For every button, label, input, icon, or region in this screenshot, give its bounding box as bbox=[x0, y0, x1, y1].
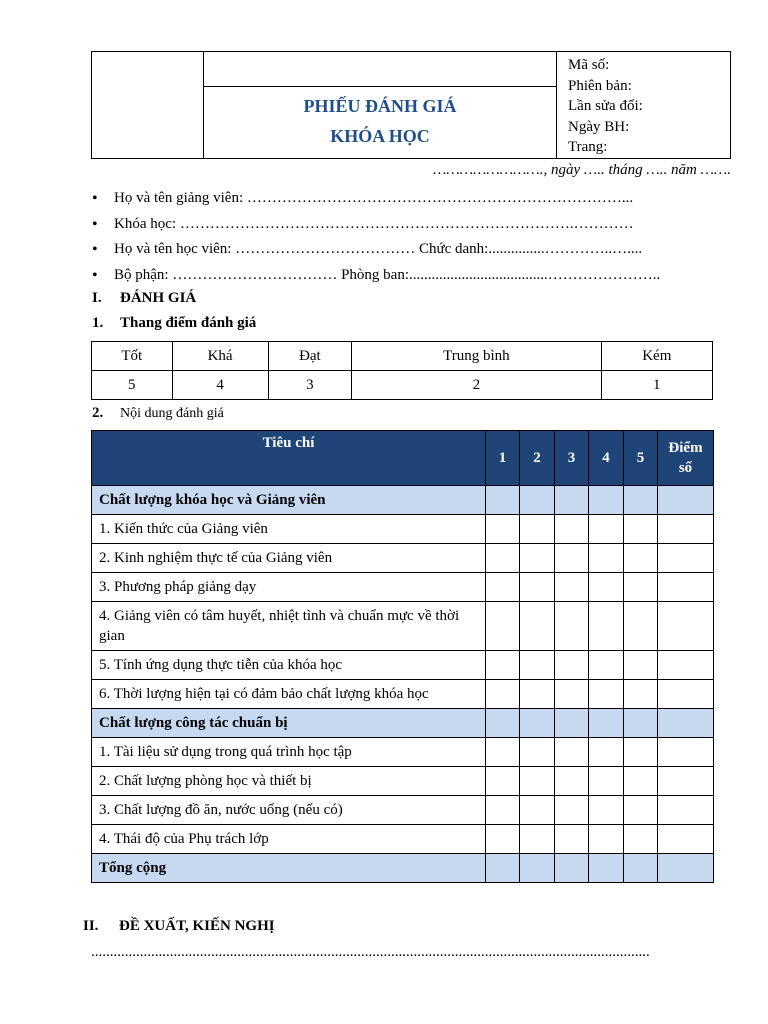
total-cell[interactable] bbox=[486, 854, 520, 883]
score-cell[interactable] bbox=[520, 573, 555, 602]
score-column-header: 3 bbox=[555, 431, 589, 486]
score-column-header: 1 bbox=[486, 431, 520, 486]
field-department[interactable]: • Bộ phận: …………………………… Phòng ban:.....................................………………….. bbox=[92, 263, 722, 289]
group-row bbox=[92, 709, 714, 738]
score-cell[interactable] bbox=[520, 602, 555, 651]
score-cell[interactable] bbox=[486, 738, 520, 767]
scale-value: 1 bbox=[601, 371, 712, 400]
score-cell[interactable] bbox=[520, 515, 555, 544]
points-cell[interactable] bbox=[658, 738, 714, 767]
scale-label: Tốt bbox=[92, 342, 173, 371]
score-column-header: 5 bbox=[624, 431, 658, 486]
points-cell[interactable] bbox=[658, 651, 714, 680]
table-row bbox=[92, 796, 714, 825]
score-cell[interactable] bbox=[555, 573, 589, 602]
score-cell[interactable] bbox=[555, 515, 589, 544]
total-points-cell[interactable] bbox=[658, 854, 714, 883]
scale-values-row bbox=[92, 371, 713, 400]
score-cell[interactable] bbox=[624, 738, 658, 767]
scale-label: Kém bbox=[601, 342, 712, 371]
group-cell bbox=[658, 709, 714, 738]
points-cell[interactable] bbox=[658, 602, 714, 651]
score-cell[interactable] bbox=[555, 602, 589, 651]
meta-page: Trang: bbox=[568, 139, 608, 155]
criterion-label: 2. Chất lượng phòng học và thiết bị bbox=[92, 767, 486, 796]
group-cell bbox=[589, 486, 624, 515]
meta-code: Mã số: bbox=[568, 57, 610, 73]
scale-label: Trung bình bbox=[352, 342, 601, 371]
score-cell[interactable] bbox=[624, 767, 658, 796]
points-cell[interactable] bbox=[658, 767, 714, 796]
table-row bbox=[92, 602, 714, 651]
points-header-line-2: số bbox=[678, 460, 693, 476]
criterion-label: 1. Kiến thức của Giảng viên bbox=[92, 515, 486, 544]
score-cell[interactable] bbox=[520, 767, 555, 796]
score-cell[interactable] bbox=[589, 544, 624, 573]
group-cell bbox=[520, 709, 555, 738]
score-cell[interactable] bbox=[589, 767, 624, 796]
score-cell[interactable] bbox=[624, 544, 658, 573]
points-cell[interactable] bbox=[658, 515, 714, 544]
group-cell bbox=[624, 486, 658, 515]
score-cell[interactable] bbox=[589, 825, 624, 854]
scale-label: Khá bbox=[172, 342, 268, 371]
table-row bbox=[92, 767, 714, 796]
subsection-2-heading bbox=[92, 405, 224, 422]
score-cell[interactable] bbox=[520, 544, 555, 573]
total-cell[interactable] bbox=[589, 854, 624, 883]
scale-value: 3 bbox=[268, 371, 352, 400]
subsection-2-number: 2. bbox=[92, 405, 104, 421]
subsection-1-heading bbox=[92, 315, 256, 332]
group-cell bbox=[555, 486, 589, 515]
score-cell[interactable] bbox=[624, 515, 658, 544]
score-cell[interactable] bbox=[589, 573, 624, 602]
score-cell[interactable] bbox=[555, 796, 589, 825]
score-column-header: 4 bbox=[589, 431, 624, 486]
group-cell bbox=[658, 486, 714, 515]
score-cell[interactable] bbox=[486, 680, 520, 709]
meta-version: Phiên bản: bbox=[568, 77, 632, 94]
scale-labels-row bbox=[92, 342, 713, 371]
score-cell[interactable] bbox=[486, 602, 520, 651]
header-top-cell bbox=[204, 52, 557, 87]
table-row bbox=[92, 573, 714, 602]
points-cell[interactable] bbox=[658, 680, 714, 709]
score-cell[interactable] bbox=[486, 651, 520, 680]
section-1-title: ĐÁNH GIÁ bbox=[120, 290, 197, 306]
score-cell[interactable] bbox=[624, 573, 658, 602]
score-cell[interactable] bbox=[624, 796, 658, 825]
score-column-header: 2 bbox=[520, 431, 555, 486]
table-row bbox=[92, 544, 714, 573]
score-cell[interactable] bbox=[624, 825, 658, 854]
total-cell[interactable] bbox=[520, 854, 555, 883]
criterion-label: 6. Thời lượng hiện tại có đảm bảo chất lượng khóa học bbox=[92, 680, 486, 709]
criterion-label: 3. Chất lượng đồ ăn, nước uống (nếu có) bbox=[92, 796, 486, 825]
section-2-heading bbox=[83, 918, 275, 935]
table-row bbox=[92, 738, 714, 767]
score-cell[interactable] bbox=[589, 738, 624, 767]
group-title: Chất lượng công tác chuẩn bị bbox=[92, 709, 486, 738]
score-cell[interactable] bbox=[486, 573, 520, 602]
score-cell[interactable] bbox=[555, 651, 589, 680]
section-2-title: ĐỀ XUẤT, KIẾN NGHỊ bbox=[119, 918, 275, 934]
score-cell[interactable] bbox=[555, 825, 589, 854]
rating-scale-table bbox=[91, 341, 713, 400]
meta-revision: Lần sửa đổi: bbox=[568, 98, 643, 114]
points-column-header bbox=[658, 431, 714, 486]
total-row bbox=[92, 854, 714, 883]
score-cell[interactable] bbox=[624, 651, 658, 680]
criterion-label: 5. Tính ứng dụng thực tiễn của khóa học bbox=[92, 651, 486, 680]
total-label: Tổng cộng bbox=[92, 854, 486, 883]
scale-value: 2 bbox=[352, 371, 601, 400]
scale-value: 5 bbox=[92, 371, 173, 400]
title-line-2: KHÓA HỌC bbox=[330, 126, 430, 146]
total-cell[interactable] bbox=[555, 854, 589, 883]
score-cell[interactable] bbox=[520, 825, 555, 854]
criterion-label: 2. Kinh nghiệm thực tế của Giảng viên bbox=[92, 544, 486, 573]
subsection-1-number: 1. bbox=[92, 315, 104, 331]
score-cell[interactable] bbox=[555, 680, 589, 709]
points-cell[interactable] bbox=[658, 544, 714, 573]
table-row bbox=[92, 825, 714, 854]
points-cell[interactable] bbox=[658, 796, 714, 825]
score-cell[interactable] bbox=[589, 680, 624, 709]
suggestion-input-line[interactable]: ..................................................................................................................................................... bbox=[91, 944, 650, 960]
table-row bbox=[92, 680, 714, 709]
group-cell bbox=[589, 709, 624, 738]
criterion-label: 4. Thái độ của Phụ trách lớp bbox=[92, 825, 486, 854]
form-header bbox=[91, 51, 731, 159]
form-title bbox=[204, 87, 557, 159]
total-cell[interactable] bbox=[624, 854, 658, 883]
table-row bbox=[92, 651, 714, 680]
section-1-number: I. bbox=[92, 290, 102, 306]
scale-value: 4 bbox=[172, 371, 268, 400]
points-cell[interactable] bbox=[658, 825, 714, 854]
scale-label: Đạt bbox=[268, 342, 352, 371]
group-cell bbox=[486, 709, 520, 738]
field-lecturer-name[interactable]: • Họ và tên giảng viên: …………………………………………………………………... bbox=[92, 186, 722, 212]
score-cell[interactable] bbox=[486, 515, 520, 544]
evaluation-header-row bbox=[92, 431, 714, 486]
field-course[interactable]: • Khóa học: …………………………………………………………………….………… bbox=[92, 212, 722, 238]
score-cell[interactable] bbox=[486, 544, 520, 573]
title-line-1: PHIẾU ĐÁNH GIÁ bbox=[303, 96, 457, 116]
subsection-2-title: Nội dung đánh giá bbox=[120, 406, 224, 421]
date-line[interactable]: ……………………., ngày ….. tháng ….. năm ……. bbox=[433, 162, 731, 178]
score-cell[interactable] bbox=[520, 796, 555, 825]
points-header-line-1: Điểm bbox=[668, 440, 703, 456]
score-cell[interactable] bbox=[589, 515, 624, 544]
score-cell[interactable] bbox=[589, 796, 624, 825]
evaluation-table bbox=[91, 430, 714, 883]
group-cell bbox=[520, 486, 555, 515]
section-2-number: II. bbox=[83, 918, 99, 934]
form-meta bbox=[557, 52, 731, 159]
score-cell[interactable] bbox=[624, 680, 658, 709]
criterion-label: 4. Giảng viên có tâm huyết, nhiệt tình và chuẩn mực về thời gian bbox=[92, 602, 486, 651]
score-cell[interactable] bbox=[520, 651, 555, 680]
subsection-1-title: Thang điểm đánh giá bbox=[120, 315, 257, 331]
score-cell[interactable] bbox=[486, 796, 520, 825]
points-cell[interactable] bbox=[658, 573, 714, 602]
group-cell bbox=[624, 709, 658, 738]
info-fields bbox=[92, 186, 722, 288]
criteria-column-header: Tiêu chí bbox=[92, 431, 486, 486]
criterion-label: 3. Phương pháp giảng dạy bbox=[92, 573, 486, 602]
score-cell[interactable] bbox=[486, 825, 520, 854]
score-cell[interactable] bbox=[555, 767, 589, 796]
group-row bbox=[92, 486, 714, 515]
table-row bbox=[92, 515, 714, 544]
score-cell[interactable] bbox=[520, 738, 555, 767]
score-cell[interactable] bbox=[589, 651, 624, 680]
group-cell bbox=[555, 709, 589, 738]
logo-cell bbox=[92, 52, 204, 159]
score-cell[interactable] bbox=[555, 738, 589, 767]
score-cell[interactable] bbox=[486, 767, 520, 796]
meta-issue-date: Ngày BH: bbox=[568, 118, 630, 135]
group-title: Chất lượng khóa học và Giảng viên bbox=[92, 486, 486, 515]
score-cell[interactable] bbox=[589, 602, 624, 651]
section-1-heading bbox=[92, 290, 196, 307]
field-student-name[interactable]: • Họ và tên học viên: ……………………………… Chức danh:...............…………..….... bbox=[92, 237, 722, 263]
group-cell bbox=[486, 486, 520, 515]
score-cell[interactable] bbox=[624, 602, 658, 651]
score-cell[interactable] bbox=[520, 680, 555, 709]
criterion-label: 1. Tài liệu sử dụng trong quá trình học tập bbox=[92, 738, 486, 767]
score-cell[interactable] bbox=[555, 544, 589, 573]
